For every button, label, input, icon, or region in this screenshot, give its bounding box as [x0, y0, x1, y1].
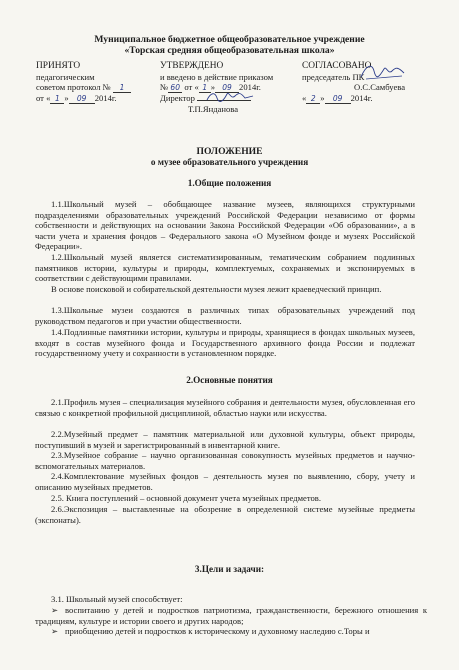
director-signature [205, 90, 255, 104]
approved-month: 09 [215, 84, 239, 93]
protocol-number: 1 [113, 84, 131, 93]
organization-name: Муниципальное бюджетное общеобразовательное учреждение [94, 34, 365, 45]
paragraph-2-3: 2.3.Музейное собрание – научно организованная совокупность музейных предметов и научно-вспомогательных материалов. [35, 450, 415, 471]
approved-title: УТВЕРЖДЕНО [160, 61, 224, 71]
bullet-arrow-icon: ➢ [51, 605, 59, 615]
order-number: 60 [168, 84, 182, 93]
paragraph-1-2: 1.2.Школьный музей является систематизированным, тематическим собранием подлинных памятников истории, культуры и природы, комплектуемых, сохраняемых и экспонируемых в соответствии с действующими правилами. [35, 252, 415, 284]
accepted-month: 09 [69, 95, 95, 104]
accepted-line-2: советом протокол № 1 [36, 82, 131, 93]
approved-line-1: и введено в действие приказом [160, 71, 274, 82]
paragraph-1-3: 1.3.Школьные музеи создаются в различных типах образовательных учреждений под руководством педагогов и при участии общественности. [35, 305, 415, 326]
approved-line-2: № 60 от « 1 » 09 2014г. [160, 82, 261, 93]
approved-line-3: Директор [160, 93, 273, 104]
union-chair-name: О.С.Самбуева [354, 82, 406, 93]
paragraph-1-2b: В основе поисковой и собирательской деятельности музея лежит краеведческий принцип. [51, 284, 382, 294]
document-title: ПОЛОЖЕНИЕ [196, 146, 263, 157]
paragraph-1-4: 1.4.Подлинные памятники истории, культуры и природы, хранящиеся в фондах школьных музеев, входят в состав музейного фонда и Государственного архивного фонда России и подлежат государственному учету и сохранности в установленном порядке. [35, 327, 415, 359]
accepted-title: ПРИНЯТО [36, 61, 81, 71]
agreed-line-4: « 2 » 09 2014г. [302, 92, 373, 103]
paragraph-1-1: 1.1.Школьный музей – обобщающее название музеев, являющихся структурными подразделениями образовательных учреждений Российской Федерации независимо от формы собственности и действующих на основании Закона Российской Федерации «Об образовании», а в части учета и хранения фондов – Федерального закона «О Музейном фонде и музеях Российской Федерации». [35, 199, 415, 252]
agreed-title: СОГЛАСОВАНО [302, 61, 372, 71]
paragraph-2-2: 2.2.Музейный предмет – памятник материальной или духовной культуры, объект природы, поступивший в музей и зарегистрированный в инвентарной книге. [35, 429, 415, 450]
bullet-item-2: ➢ приобщению детей и подростков к историческому и духовному наследию с.Торы и [35, 626, 427, 637]
school-name: «Торская средняя общеобразовательная школа» [124, 45, 335, 56]
bullet-item-1: ➢ воспитанию у детей и подростков патриотизма, гражданственности, бережного отношения к традициям, культуре и истории своего и других народов; [35, 605, 427, 626]
document-subtitle: о музее образовательного учреждения [150, 157, 309, 167]
accepted-line-3: от « 1 » 09 2014г. [36, 93, 117, 104]
bullet-arrow-icon: ➢ [51, 626, 59, 636]
approved-day: 1 [199, 84, 211, 93]
accepted-line-1: педагогическим [36, 71, 95, 82]
section-3-heading: 3.Цели и задачи: [194, 564, 265, 574]
section-1-heading: 1.Общие положения [187, 178, 272, 188]
paragraph-2-5: 2.5. Книга поступлений – основной документ учета музейных предметов. [51, 493, 321, 503]
approved-block [160, 61, 273, 114]
accepted-block [36, 61, 131, 104]
union-chair-signature [358, 61, 408, 83]
paragraph-3-1: 3.1. Школьный музей способствует: [51, 594, 183, 604]
agreed-line-1: председатель ПК [302, 71, 365, 82]
paragraph-2-6: 2.6.Экспозиция – выставленные на обозрение в определенной системе музейные предметы (экспонаты). [35, 504, 415, 525]
agreed-day: 2 [306, 95, 320, 104]
accepted-day: 1 [50, 95, 64, 104]
agreed-month: 09 [325, 95, 351, 104]
section-2-heading: 2.Основные понятия [186, 375, 273, 385]
paragraph-2-1: 2.1.Профиль музея – специализация музейного собрания и деятельности музея, обусловленная его связью с конкретной профильной дисциплиной, областью науки или искусства. [35, 397, 415, 418]
director-name: Т.П.Янданова [188, 103, 239, 114]
paragraph-2-4: 2.4.Комплектование музейных фондов – деятельность музея по выявлению, сбору, учету и описанию музейных предметов. [35, 471, 415, 492]
